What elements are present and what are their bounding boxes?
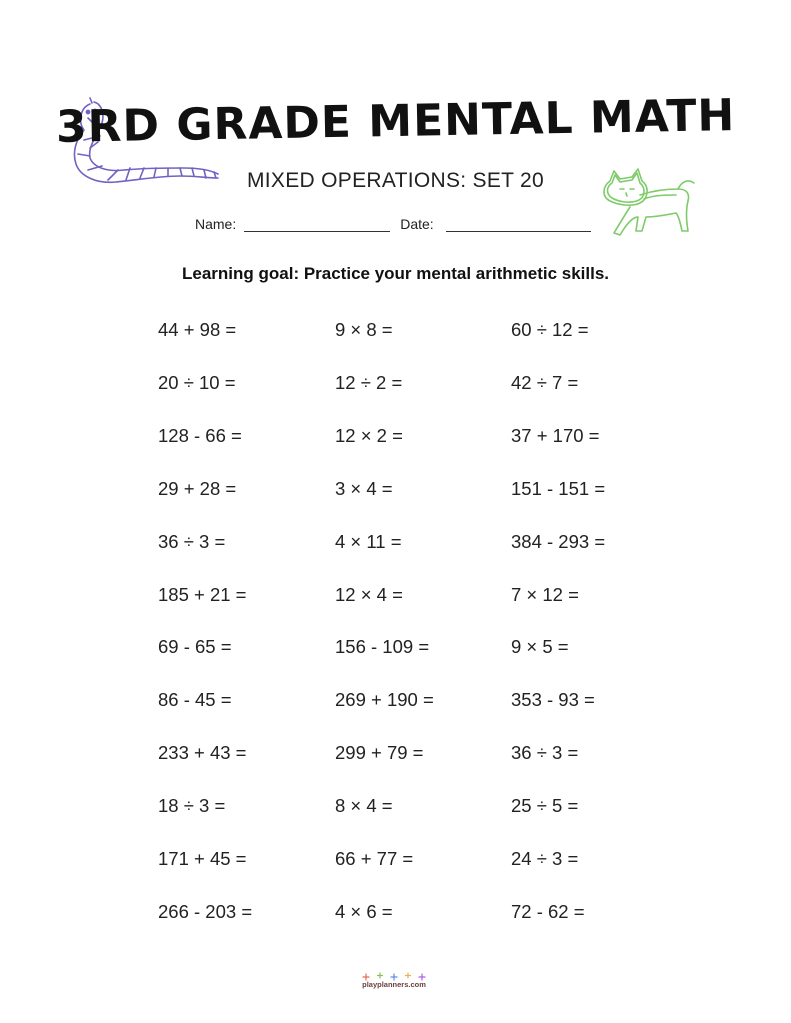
math-problem: 8 × 4 =: [335, 795, 393, 817]
math-problem: 156 - 109 =: [335, 636, 430, 658]
page-title: 3RD GRADE MENTAL MATH: [55, 90, 736, 153]
math-problem: 36 ÷ 3 =: [158, 530, 226, 552]
math-problem: 12 × 2 =: [335, 424, 403, 446]
math-problem: 185 + 21 =: [158, 583, 247, 605]
footer-site: playplanners.com: [362, 980, 426, 989]
math-problem: 299 + 79 =: [335, 742, 424, 764]
math-problem: 12 × 4 =: [335, 583, 403, 605]
math-problem: 69 - 65 =: [158, 636, 232, 658]
math-problem: 9 × 5 =: [511, 636, 569, 658]
math-problem: 128 - 66 =: [158, 424, 242, 446]
math-problem: 4 × 11 =: [335, 530, 402, 552]
learning-goal: Learning goal: Practice your mental arithmetic skills.: [181, 264, 610, 283]
name-date-row: [195, 216, 591, 232]
math-problem: 151 - 151 =: [511, 477, 606, 499]
math-problem: 7 × 12 =: [511, 583, 579, 605]
math-problem: 171 + 45 =: [158, 848, 247, 869]
math-problem: 44 + 98 =: [158, 319, 237, 340]
math-problem: 353 - 93 =: [511, 689, 595, 711]
math-problem: 72 - 62 =: [511, 900, 585, 922]
math-problem: 384 - 293 =: [511, 530, 606, 552]
math-problem: 233 + 43 =: [158, 742, 247, 764]
math-problem: 42 ÷ 7 =: [511, 371, 579, 393]
math-problem: 269 + 190 =: [335, 689, 434, 711]
math-problem: 266 - 203 =: [158, 900, 253, 922]
math-problem: 18 ÷ 3 =: [158, 795, 226, 817]
footer-logo: [352, 972, 436, 997]
math-problem: 20 ÷ 10 =: [158, 371, 236, 393]
math-problem: 60 ÷ 12 =: [511, 319, 589, 340]
name-label: Name:: [195, 216, 237, 232]
math-problem: 4 × 6 =: [335, 900, 393, 922]
math-problem: 3 × 4 =: [335, 477, 393, 499]
date-field[interactable]: [446, 217, 591, 232]
math-problem: 37 + 170 =: [511, 424, 600, 446]
math-problem: 24 ÷ 3 =: [511, 848, 579, 869]
math-problem: 25 ÷ 5 =: [511, 795, 579, 817]
name-field[interactable]: [244, 217, 390, 232]
math-problem: 36 ÷ 3 =: [511, 742, 579, 764]
math-problem: 66 + 77 =: [335, 848, 414, 869]
date-label: Date:: [400, 216, 434, 232]
math-problem: 9 × 8 =: [335, 319, 393, 340]
math-problem: 29 + 28 =: [158, 477, 237, 499]
math-problem: 12 ÷ 2 =: [335, 371, 403, 393]
math-problem: 86 - 45 =: [158, 689, 232, 711]
page-subtitle: MIXED OPERATIONS: SET 20: [247, 169, 544, 192]
